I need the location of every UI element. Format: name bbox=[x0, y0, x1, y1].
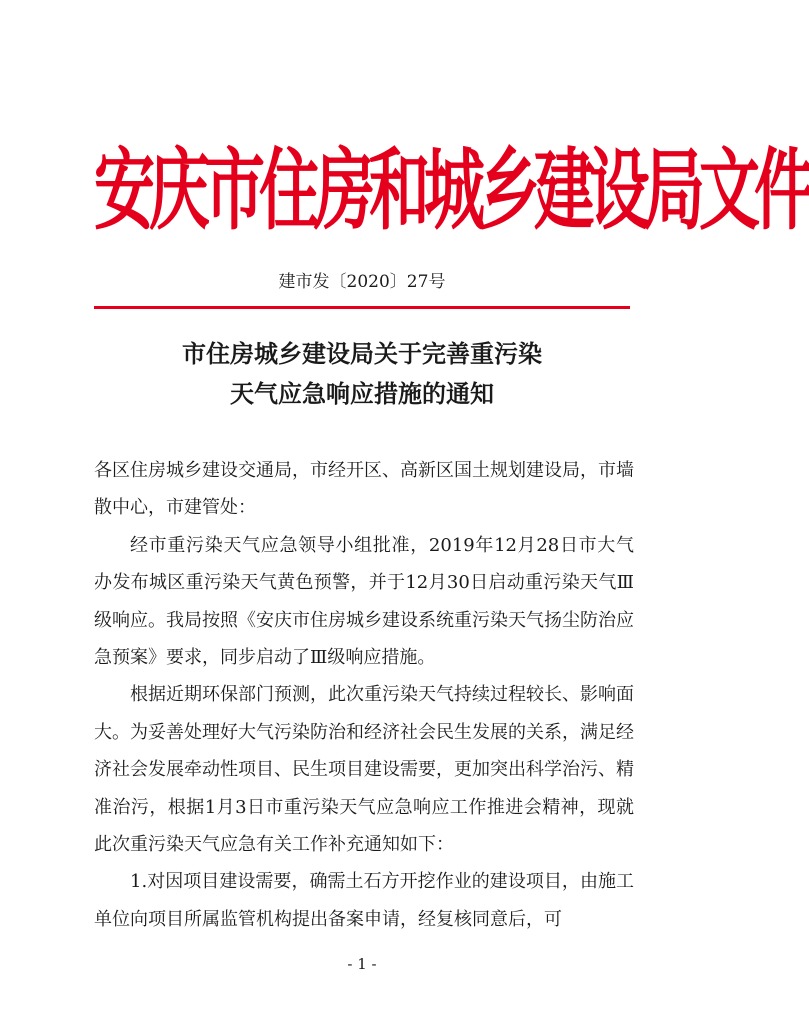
body-paragraph-1: 经市重污染天气应急领导小组批准，2019年12月28日市大气办发布城区重污染天气黄色预警，并于12月30日启动重污染天气Ⅲ级响应。我局按照《安庆市住房城乡建设系统重污染天气扬尘防治应急预案》要求，同步启动了Ⅲ级响应措施。 bbox=[94, 534, 634, 669]
page-number: - 1 - bbox=[347, 955, 377, 973]
body-paragraph-3: 1.对因项目建设需要，确需土石方开挖作业的建设项目，由施工单位向项目所属监管机构提出备案申请，经复核同意后，可 bbox=[94, 871, 634, 930]
red-separator-line bbox=[94, 306, 630, 309]
document-body bbox=[94, 452, 634, 938]
notice-title-line-2: 天气应急响应措施的通知 bbox=[230, 380, 494, 408]
masthead-title: 安庆市住房和城乡建设局文件 bbox=[94, 139, 809, 243]
addressee: 各区住房城乡建设交通局，市经开区、高新区国土规划建设局，市墙散中心，市建管处： bbox=[94, 460, 634, 519]
body-paragraph-2: 根据近期环保部门预测，此次重污染天气持续过程较长、影响面大。为妥善处理好大气污染防治和经济社会民生发展的关系，满足经济社会发展牵动性项目、民生项目建设需要，更加突出科学治污、精准治污，根据1月3日市重污染天气应急响应工作推进会精神，现就此次重污染天气应急有关工作补充通知如下： bbox=[94, 684, 634, 856]
notice-title-line-1: 市住房城乡建设局关于完善重污染 bbox=[182, 340, 542, 368]
document-number: 建市发〔2020〕27号 bbox=[278, 272, 446, 292]
